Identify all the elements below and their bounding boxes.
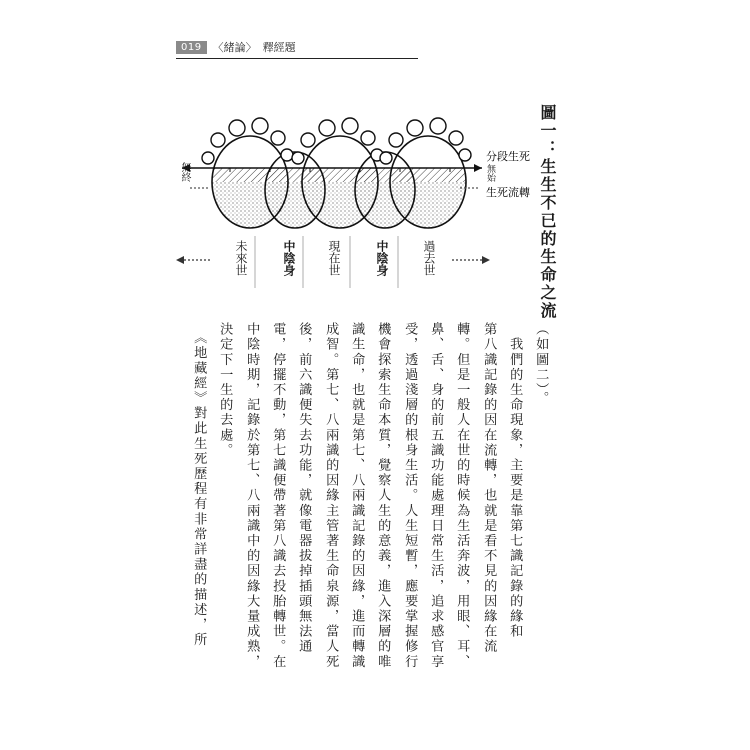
- body-column: 成智。第七、八兩識的因緣主管著生命泉源，當人死: [323, 322, 339, 670]
- body-column: 《地藏經》對此生死歷程有非常詳盡的描述，所: [191, 322, 207, 648]
- body-column: 電，停擺不動，第七識便帶著第八識去投胎轉世。在: [270, 322, 286, 670]
- period-present: 現在世: [327, 240, 341, 276]
- body-column: 鼻、舌、身的前五識功能處理日常生活，追求感官享: [428, 322, 444, 670]
- period-intermediate-2: 中陰身: [375, 240, 389, 276]
- period-intermediate-1: 中陰身: [282, 240, 296, 276]
- period-past: 過去世: [422, 240, 436, 276]
- section-title: 〈緒論〉: [212, 41, 257, 54]
- body-column: 我們的生命現象，主要是靠第七識記錄的緣和: [507, 322, 523, 640]
- body-column: 決定下一生的去處。: [217, 322, 233, 458]
- period-future: 未來世: [234, 240, 248, 276]
- body-column: 中陰時期，記錄於第七、八兩識中的因緣大量成熟，: [244, 322, 260, 670]
- body-column: 後，前六識便失去功能，就像電器拔掉插頭無法通: [296, 322, 312, 655]
- header-rule: [176, 58, 418, 59]
- page-number: 019: [176, 41, 207, 54]
- label-segment: 分段生死: [486, 150, 530, 163]
- body-column: 機會探索生命本質，覺察人生的意義，進入深層的唯: [375, 322, 391, 670]
- running-header: [176, 38, 296, 56]
- label-no-beginning: 無始: [485, 164, 495, 182]
- body-column: 第八識記錄的因在流轉，也就是看不見的因緣在流: [481, 322, 497, 655]
- body-column: （如圖二）。: [533, 322, 549, 406]
- body-column: 受，透過淺層的根身生活。人生短暫，應要掌握修行: [402, 322, 418, 670]
- body-column: 識生命，也就是第七、八兩識記錄的因緣，進而轉識: [349, 322, 365, 670]
- body-column: 轉。但是一般人在世的時候為生活奔波，用眼、耳、: [454, 322, 470, 670]
- chapter-title: 釋經題: [262, 41, 296, 54]
- figure-title: 圖一：生生不已的生命之流: [538, 104, 557, 320]
- label-no-end: 無終: [179, 162, 190, 182]
- label-flow: 生死流轉: [486, 186, 530, 199]
- life-cycle-diagram: [160, 110, 530, 310]
